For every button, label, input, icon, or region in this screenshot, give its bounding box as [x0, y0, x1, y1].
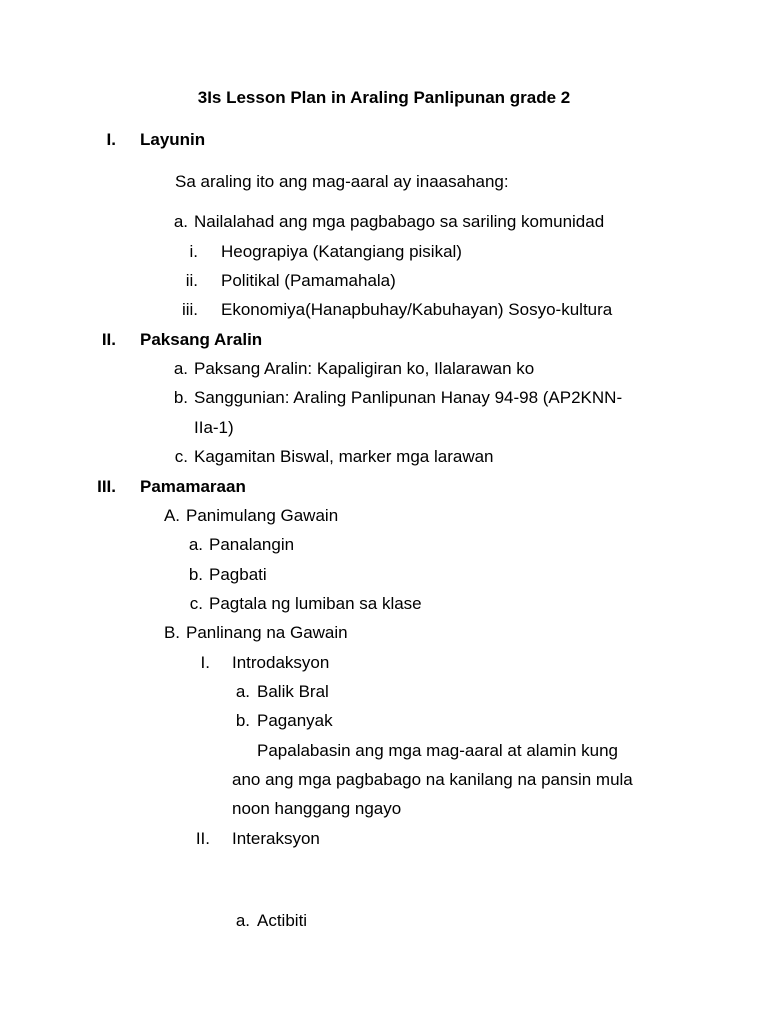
list-item: Paganyak: [257, 711, 333, 730]
list-item: Panalangin: [209, 535, 295, 554]
paragraph-line: noon hanggang ngayo: [232, 799, 402, 818]
document-title: 3Is Lesson Plan in Araling Panlipunan grade 2: [197, 88, 571, 107]
list-marker: iii.: [181, 300, 198, 319]
list-marker: ii.: [185, 271, 198, 290]
list-marker: b.: [188, 565, 203, 584]
list-item: Pagtala ng lumiban sa klase: [209, 594, 422, 613]
list-item: Introdaksyon: [232, 653, 330, 672]
section-3-numeral: III.: [97, 477, 116, 496]
section-1-heading: Layunin: [140, 130, 206, 149]
list-marker: b.: [235, 711, 250, 730]
list-marker: a.: [173, 359, 188, 378]
list-marker: B.: [163, 623, 180, 642]
list-marker: a.: [235, 682, 250, 701]
list-item: Panimulang Gawain: [186, 506, 339, 525]
list-item-continuation: IIa-1): [194, 418, 234, 437]
list-item: Politikal (Pamamahala): [221, 271, 396, 290]
list-marker: A.: [163, 506, 180, 525]
list-marker: a.: [188, 535, 203, 554]
list-item: Balik Bral: [257, 682, 329, 701]
list-marker: c.: [174, 447, 188, 466]
list-item: Paksang Aralin: Kapaligiran ko, Ilalarawan ko: [194, 359, 535, 378]
list-marker: II.: [195, 829, 210, 848]
list-item: Actibiti: [257, 911, 308, 930]
list-item: Interaksyon: [232, 829, 320, 848]
section-1-numeral: I.: [106, 130, 116, 149]
paragraph-line: ano ang mga pagbabago na kanilang na pansin mula: [232, 770, 633, 789]
section-2-heading: Paksang Aralin: [140, 330, 263, 349]
section-2-numeral: II.: [101, 330, 116, 349]
section-3-heading: Pamamaraan: [140, 477, 246, 496]
list-marker: b.: [173, 388, 188, 407]
list-marker: I.: [200, 653, 210, 672]
list-item: Kagamitan Biswal, marker mga larawan: [194, 447, 494, 466]
list-marker: a.: [235, 911, 250, 930]
list-marker: c.: [189, 594, 203, 613]
list-item: Ekonomiya(Hanapbuhay/Kabuhayan) Sosyo-kultura: [221, 300, 613, 319]
section-1-intro: Sa araling ito ang mag-aaral ay inaasahang:: [175, 172, 509, 191]
list-item: Sanggunian: Araling Panlipunan Hanay 94-98 (AP2KNN-: [194, 388, 623, 407]
list-item: Pagbati: [209, 565, 267, 584]
list-marker: a.: [173, 212, 188, 231]
paragraph-line: Papalabasin ang mga mag-aaral at alamin kung: [257, 741, 619, 760]
list-item: Heograpiya (Katangiang pisikal): [221, 242, 462, 261]
list-item: Nailalahad ang mga pagbabago sa sariling komunidad: [194, 212, 605, 231]
list-marker: i.: [189, 242, 198, 261]
list-item: Panlinang na Gawain: [186, 623, 348, 642]
